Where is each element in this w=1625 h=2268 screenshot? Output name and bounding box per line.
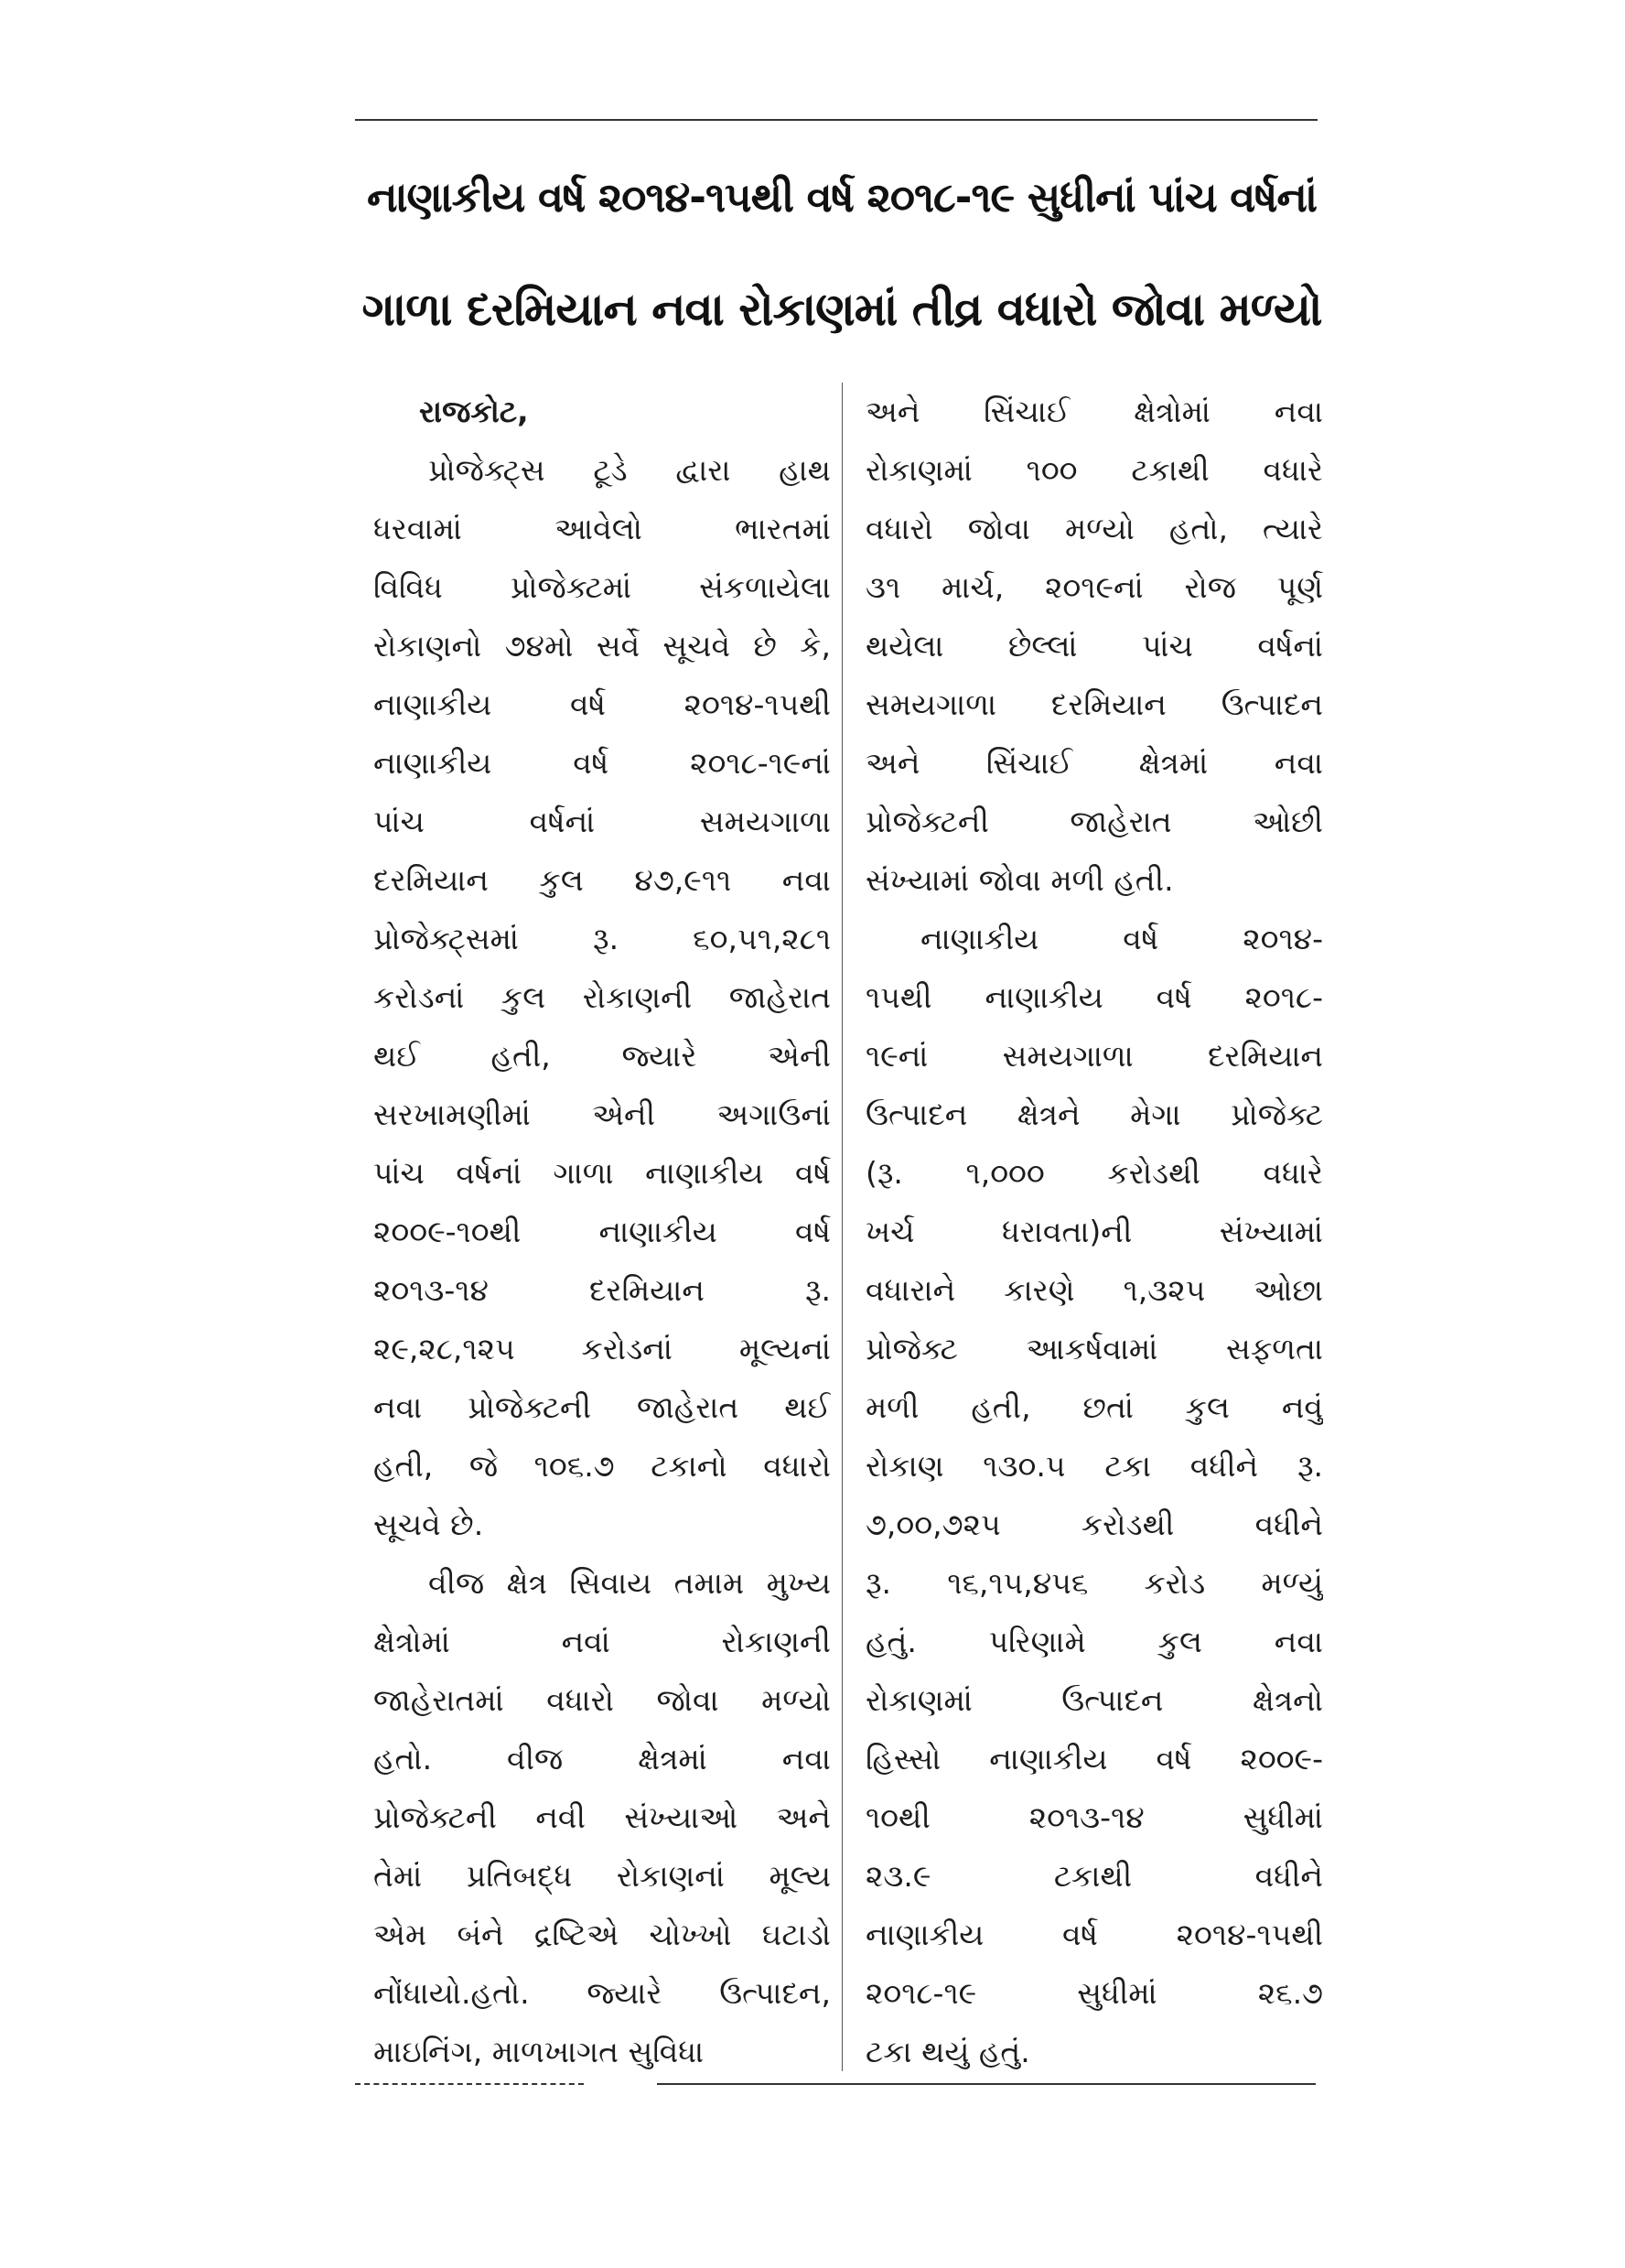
article-line: ૧૫થી નાણાકીય વર્ષ ૨૦૧૮- (866, 979, 1323, 1015)
bottom-rule-right (657, 2083, 1316, 2085)
article-line: પ્રોજેક્ટ આકર્ષવામાં સફળતા (866, 1331, 1323, 1366)
article-line: વધારાને કારણે ૧,૩૨૫ ઓછા (866, 1272, 1323, 1308)
article-line: રોકાણ ૧૩૦.૫ ટકા વધીને રૂ. (866, 1448, 1323, 1484)
article-line: ઉત્પાદન ક્ષેત્રને મેગા પ્રોજેક્ટ (866, 1096, 1323, 1132)
article-line: નાણાકીય વર્ષ ૨૦૧૪- (920, 921, 1323, 956)
article-line: ૨૦૦૯-૧૦થી નાણાકીય વર્ષ (373, 1214, 831, 1249)
article-line: રોકાણમાં ૧૦૦ ટકાથી વધારે (866, 452, 1323, 488)
article-line: ૧૯નાં સમયગાળા દરમિયાન (866, 1038, 1323, 1074)
article-line: ૨૩.૯ ટકાથી વધીને (866, 1858, 1323, 1894)
article-left-column (373, 383, 831, 2081)
article-line: હતું. પરિણામે કુલ નવા (866, 1624, 1323, 1659)
article-line: સૂચવે છે. (373, 1507, 484, 1542)
article-line: સરખામણીમાં એની અગાઉનાં (373, 1096, 831, 1132)
article-line: હતો. વીજ ક્ષેત્રમાં નવા (373, 1741, 831, 1777)
article-line: નોંધાયો.હતો. જ્યારે ઉત્પાદન, (373, 1975, 831, 2011)
article-right-column (866, 383, 1323, 2081)
article-line: ૭,૦૦,૭૨૫ કરોડથી વધીને (866, 1507, 1323, 1542)
article-line: ક્ષેત્રોમાં નવાં રોકાણની (373, 1624, 831, 1659)
article-line: ૩૧ માર્ચ, ૨૦૧૯નાં રોજ પૂર્ણ (866, 569, 1323, 605)
article-line: નવા પ્રોજેક્ટની જાહેરાત થઈ (373, 1389, 831, 1425)
article-line: સમયગાળા દરમિયાન ઉત્પાદન (866, 686, 1323, 722)
article-line: વિવિધ પ્રોજેક્ટમાં સંકળાયેલા (373, 569, 831, 605)
headline-line-1: નાણાકીય વર્ષ ૨૦૧૪-૧૫થી વર્ષ ૨૦૧૮-૧૯ સુધીનાં પાંચ વર્ષનાં (366, 173, 1317, 221)
bottom-rule-left (355, 2083, 584, 2085)
article-line: પ્રોજેક્ટ્સ ટૂડે દ્વારા હાથ (428, 452, 831, 488)
article-line: તેમાં પ્રતિબદ્ધ રોકાણનાં મૂલ્ય (373, 1858, 831, 1894)
article-line: વીજ ક્ષેત્ર સિવાય તમામ મુખ્ય (428, 1565, 831, 1601)
article-line: સંખ્યામાં જોવા મળી હતી. (866, 862, 1174, 898)
article-line: રોકાણનો ૭૪મો સર્વે સૂચવે છે કે, (373, 628, 831, 664)
article-line: ૧૦થી ૨૦૧૩-૧૪ સુધીમાં (866, 1799, 1323, 1835)
article-line: એમ બંને દ્રષ્ટિએ ચોખ્ખો ઘટાડો (373, 1917, 831, 1952)
article-line: થઈ હતી, જ્યારે એની (373, 1038, 831, 1074)
article-line: ૨૦૧૮-૧૯ સુધીમાં ૨૬.૭ (866, 1975, 1323, 2011)
article-line: જાહેરાતમાં વધારો જોવા મળ્યો (373, 1682, 831, 1718)
article-line: (રૂ. ૧,૦૦૦ કરોડથી વધારે (866, 1155, 1323, 1191)
article-line: પ્રોજેક્ટની જાહેરાત ઓછી (866, 804, 1323, 839)
article-line: પાંચ વર્ષનાં ગાળા નાણાકીય વર્ષ (373, 1155, 831, 1191)
article-line: રોકાણમાં ઉત્પાદન ક્ષેત્રનો (866, 1682, 1323, 1718)
article-line: પ્રોજેક્ટની નવી સંખ્યાઓ અને (373, 1799, 831, 1835)
top-rule (355, 119, 1318, 121)
article-line: વધારો જોવા મળ્યો હતો, ત્યારે (866, 511, 1323, 546)
article-line: નાણાકીય વર્ષ ૨૦૧૪-૧૫થી (866, 1917, 1323, 1952)
article-line: માઇનિંગ, માળખાગત સુવિધા (373, 2034, 705, 2069)
article-line: પાંચ વર્ષનાં સમયગાળા (373, 804, 831, 839)
article-line: દરમિયાન કુલ ૪૭,૯૧૧ નવા (373, 862, 831, 898)
article-line: રૂ. ૧૬,૧૫,૪૫૬ કરોડ મળ્યું (866, 1565, 1323, 1601)
article-line: અને સિંચાઈ ક્ષેત્રોમાં નવા (866, 394, 1323, 429)
article-line: રાજકોટ, (419, 394, 529, 429)
article-line: થયેલા છેલ્લાં પાંચ વર્ષનાં (866, 628, 1323, 664)
article-line: મળી હતી, છતાં કુલ નવું (866, 1389, 1323, 1425)
article-line: ખર્ચ ધરાવતા)ની સંખ્યામાં (866, 1214, 1323, 1249)
article-line: ટકા થયું હતું. (866, 2034, 1030, 2069)
article-line: કરોડનાં કુલ રોકાણની જાહેરાત (373, 979, 831, 1015)
article-line: નાણાકીય વર્ષ ૨૦૧૮-૧૯નાં (373, 745, 831, 781)
article-line: ધરવામાં આવેલો ભારતમાં (373, 511, 831, 546)
article-line: નાણાકીય વર્ષ ૨૦૧૪-૧૫થી (373, 686, 831, 722)
news-clipping (355, 117, 1329, 2103)
headline-line-2: ગાળા દરમિયાન નવા રોકાણમાં તીવ્ર વધારો જોવા મળ્યો (361, 283, 1322, 336)
article-line: ૨૯,૨૮,૧૨૫ કરોડનાં મૂલ્યનાં (373, 1331, 831, 1366)
article-line: હતી, જે ૧૦૬.૭ ટકાનો વધારો (373, 1448, 831, 1484)
article-line: પ્રોજેક્ટ્સમાં રૂ. ૬૦,૫૧,૨૮૧ (373, 921, 831, 956)
article-line: અને સિંચાઈ ક્ષેત્રમાં નવા (866, 745, 1323, 781)
column-divider (842, 383, 843, 2071)
article-line: ૨૦૧૩-૧૪ દરમિયાન રૂ. (373, 1272, 831, 1308)
article-line: હિસ્સો નાણાકીય વર્ષ ૨૦૦૯- (866, 1741, 1323, 1777)
